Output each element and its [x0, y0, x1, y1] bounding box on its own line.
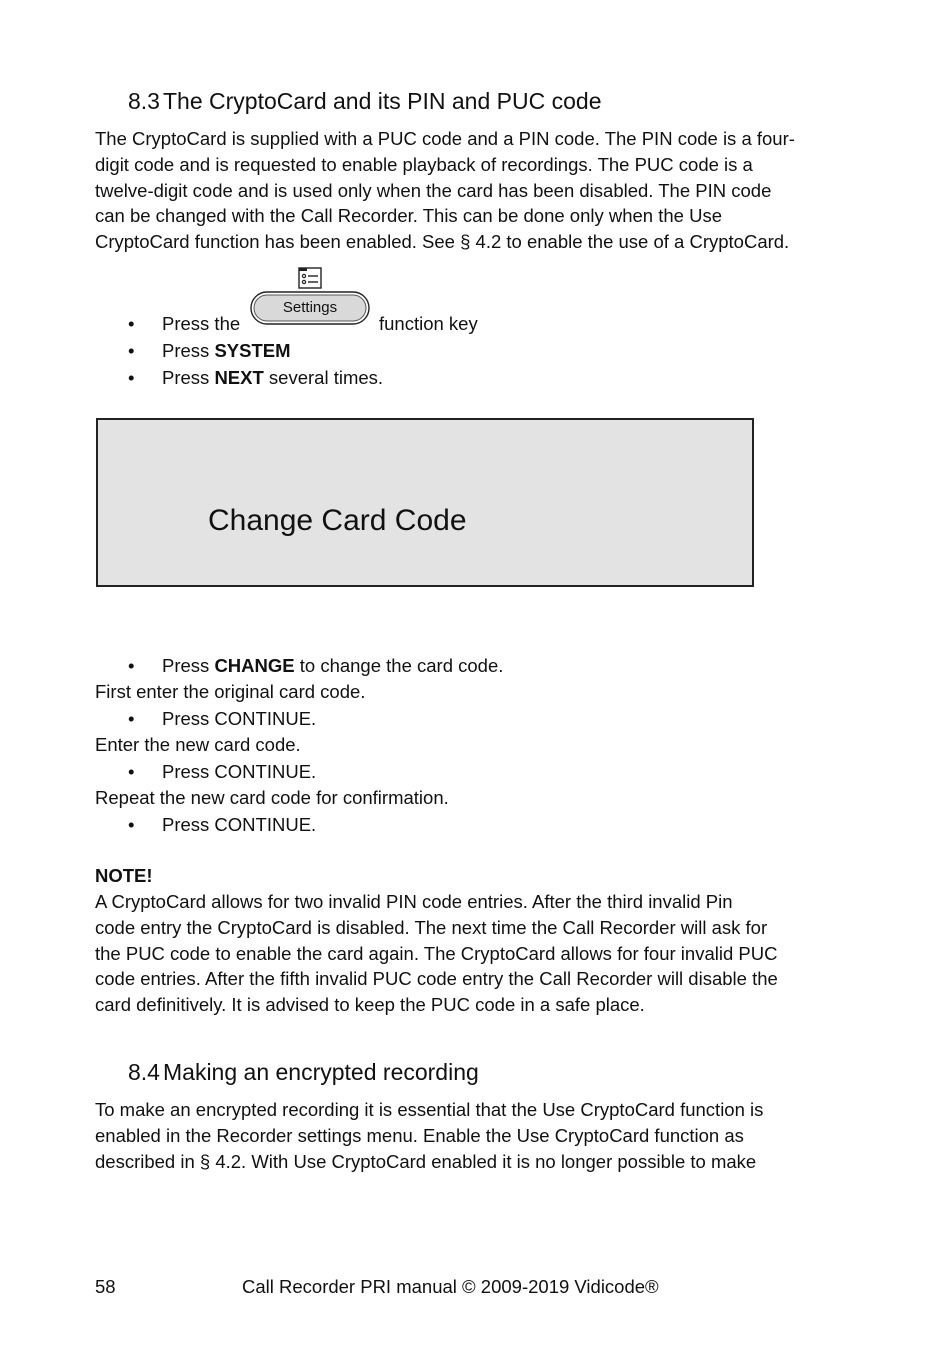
section-number: 8.3	[128, 88, 160, 114]
intro-paragraph	[95, 126, 825, 255]
section-heading-8-3	[128, 88, 601, 115]
bullet-text-suffix: function key	[379, 313, 478, 334]
bullet-text: Press	[162, 367, 215, 388]
settings-key-label: Settings	[282, 299, 338, 316]
paragraph-line: can be changed with the Call Recorder. This can be done only when the Use	[95, 205, 722, 227]
bullet-dot: •	[128, 367, 135, 388]
bullet-dot: •	[128, 761, 135, 782]
bullet-dot: •	[128, 313, 135, 334]
bullet-text: Press CONTINUE.	[162, 814, 317, 835]
bullet-text: several times.	[263, 367, 384, 388]
section2-paragraph	[95, 1097, 825, 1174]
section-heading-8-4	[128, 1059, 479, 1086]
section-title: Making an encrypted recording	[163, 1059, 479, 1085]
note-title: NOTE!	[95, 865, 153, 886]
paragraph-line: A CryptoCard allows for two invalid PIN code entries. After the third invalid Pin	[95, 891, 733, 912]
bullet-dot: •	[128, 708, 135, 729]
section-number: 8.4	[128, 1059, 160, 1085]
display-screen	[96, 418, 754, 587]
screen-text: Change Card Code	[208, 504, 467, 537]
bullet-keyword: SYSTEM	[214, 340, 291, 361]
bullet-keyword: CHANGE	[214, 655, 295, 676]
bullet-text: Press CONTINUE.	[162, 761, 317, 782]
step-text: Repeat the new card code for confirmation.	[95, 787, 449, 808]
paragraph-line: digit code and is requested to enable playback of recordings. The PUC code is a	[95, 153, 753, 175]
bullet-dot: •	[128, 655, 135, 676]
bullet-press-continue	[128, 706, 317, 732]
section-title: The CryptoCard and its PIN and PUC code	[163, 88, 602, 114]
bullet-press-change	[128, 653, 504, 679]
bullet-dot: •	[128, 340, 135, 361]
note-paragraph	[95, 889, 825, 1018]
paragraph-line: card definitively. It is advised to keep the PUC code in a safe place.	[95, 994, 645, 1016]
paragraph-line: code entries. After the fifth invalid PUC code entry the Call Recorder will disable the	[95, 968, 778, 990]
bullet-text: Press CONTINUE.	[162, 708, 317, 729]
bullet-text: Press	[162, 655, 215, 676]
bullet-keyword: NEXT	[214, 367, 264, 388]
paragraph-line: CryptoCard function has been enabled. See § 4.2 to enable the use of a CryptoCard.	[95, 231, 790, 253]
bullet-text: to change the card code.	[294, 655, 504, 676]
paragraph-line: To make an encrypted recording it is essential that the Use CryptoCard function is	[95, 1099, 764, 1120]
bullet-text: Press the	[162, 313, 241, 334]
settings-function-key[interactable]	[250, 291, 370, 323]
paragraph-line: The CryptoCard is supplied with a PUC code and a PIN code. The PIN code is a four-	[95, 128, 795, 149]
settings-menu-icon	[298, 267, 322, 289]
step-text: First enter the original card code.	[95, 681, 366, 702]
paragraph-line: enabled in the Recorder settings menu. Enable the Use CryptoCard function as	[95, 1124, 744, 1146]
bullet-press-system	[128, 338, 291, 364]
step-text: Enter the new card code.	[95, 734, 301, 755]
paragraph-line: the PUC code to enable the card again. The CryptoCard allows for four invalid PUC	[95, 942, 778, 964]
paragraph-line: described in § 4.2. With Use CryptoCard enabled it is no longer possible to make	[95, 1150, 757, 1172]
bullet-press-continue	[128, 759, 317, 785]
footer-text: Call Recorder PRI manual © 2009-2019 Vidicode®	[242, 1276, 659, 1297]
paragraph-line: code entry the CryptoCard is disabled. The next time the Call Recorder will ask for	[95, 916, 768, 938]
bullet-press-next	[128, 365, 384, 391]
bullet-press-continue	[128, 812, 317, 838]
bullet-dot: •	[128, 814, 135, 835]
bullet-text: Press	[162, 340, 215, 361]
page-number: 58	[95, 1276, 116, 1297]
paragraph-line: twelve-digit code and is used only when the card has been disabled. The PIN code	[95, 179, 772, 201]
bullet-press-settings	[128, 311, 241, 337]
